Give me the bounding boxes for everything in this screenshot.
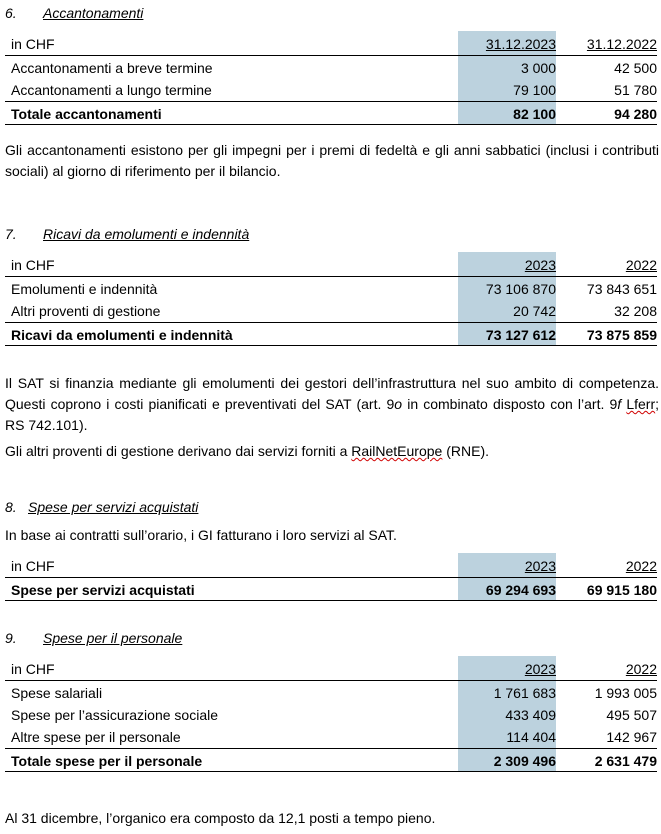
other-income-paragraph <box>5 441 659 462</box>
total-row <box>5 103 657 125</box>
value-current: 1 761 683 <box>493 685 556 701</box>
table-row <box>5 682 657 704</box>
section-6-heading <box>5 5 143 21</box>
divider <box>5 600 657 601</box>
divider <box>5 680 657 681</box>
divider <box>5 124 657 125</box>
organization-name: RailNetEurope <box>351 443 443 459</box>
column-header-previous: 2022 <box>625 257 657 273</box>
row-label: Spese per servizi acquistati <box>11 582 195 598</box>
divider <box>5 276 657 277</box>
unit-label: in CHF <box>11 36 55 52</box>
section-7-heading <box>5 226 249 242</box>
value-previous: 32 208 <box>614 303 657 319</box>
table-header <box>5 254 657 276</box>
value-previous: 69 915 180 <box>586 582 657 598</box>
total-row <box>5 324 657 346</box>
row-label: Accantonamenti a breve termine <box>11 60 213 76</box>
section-title: Accantonamenti <box>43 5 144 21</box>
text: in combinato disposto con l’art. 9 <box>402 396 618 412</box>
column-header-previous: 2022 <box>625 558 657 574</box>
section-number: 6. <box>5 5 17 21</box>
table-header <box>5 555 657 577</box>
section-9-heading <box>5 630 182 646</box>
value-current: 73 127 612 <box>485 327 556 343</box>
value-current: 433 409 <box>505 707 556 723</box>
section-title: Spese per il personale <box>43 630 183 646</box>
value-current: 114 404 <box>506 729 556 745</box>
total-row <box>5 750 657 772</box>
row-label: Spese per l’assicurazione sociale <box>11 707 218 723</box>
row-label: Accantonamenti a lungo termine <box>11 82 212 98</box>
section-title: Spese per servizi acquistati <box>28 499 199 515</box>
unit-label: in CHF <box>11 558 55 574</box>
divider <box>5 55 657 56</box>
divider <box>5 322 657 323</box>
text: o <box>394 396 403 412</box>
divider <box>5 101 657 102</box>
text: f <box>617 396 622 412</box>
column-header-current: 2023 <box>524 257 556 273</box>
value-current: 82 100 <box>513 106 556 122</box>
value-previous: 42 500 <box>614 60 657 76</box>
column-header-current: 2023 <box>524 558 556 574</box>
text: ; RS 742.101). <box>5 396 660 433</box>
row-label: Totale spese per il personale <box>11 753 203 769</box>
value-previous: 2 631 479 <box>594 753 657 769</box>
column-header-current: 31.12.2023 <box>485 36 556 52</box>
value-previous: 73 843 651 <box>586 281 657 297</box>
law-abbreviation: Lferr <box>626 396 656 412</box>
column-header-previous: 31.12.2022 <box>586 36 657 52</box>
staff-note-paragraph: Al 31 dicembre, l’organico era composto da 12,1 posti a tempo pieno. <box>5 810 436 826</box>
column-header-current: 2023 <box>524 661 556 677</box>
value-current: 69 294 693 <box>485 582 556 598</box>
section-number: 8. <box>5 499 17 515</box>
divider <box>5 748 657 749</box>
value-previous: 1 993 005 <box>594 685 657 701</box>
intro-paragraph: In base ai contratti sull’orario, i GI fatturano i loro servizi al SAT. <box>5 527 397 543</box>
section-8-heading <box>5 499 198 515</box>
unit-label: in CHF <box>11 661 55 677</box>
text: Gli altri proventi di gestione derivano dai servizi forniti a <box>5 443 352 459</box>
row-label: Emolumenti e indennità <box>11 281 158 297</box>
column-header-previous: 2022 <box>625 661 657 677</box>
table-row <box>5 278 657 300</box>
value-current: 3 000 <box>520 60 556 76</box>
value-current: 79 100 <box>513 82 556 98</box>
section-title: Ricavi da emolumenti e indennità <box>43 226 250 242</box>
table-row <box>5 79 657 101</box>
divider <box>5 345 657 346</box>
row-label: Ricavi da emolumenti e indennità <box>11 327 233 343</box>
divider <box>5 771 657 772</box>
row-label: Altre spese per il personale <box>11 729 181 745</box>
table-row <box>5 300 657 322</box>
table-row <box>5 704 657 726</box>
value-previous: 142 967 <box>606 729 657 745</box>
divider <box>5 577 657 578</box>
row-label: Totale accantonamenti <box>11 106 162 122</box>
value-previous: 495 507 <box>606 707 657 723</box>
table-row <box>5 57 657 79</box>
text: Il SAT si finanzia mediante gli emolumenti dei gestori dell’infrastruttura nel suo ambito di competenza. Questi coprono i costi pianificati e preventivati del SAT (art. 9 <box>5 375 659 412</box>
table-header <box>5 33 657 55</box>
value-current: 2 309 496 <box>493 753 556 769</box>
table-row <box>5 726 657 748</box>
table-header <box>5 658 657 680</box>
value-current: 20 742 <box>513 303 556 319</box>
section-number: 9. <box>5 630 17 646</box>
unit-label: in CHF <box>11 257 55 273</box>
text: (RNE). <box>442 443 490 459</box>
total-row <box>5 579 657 601</box>
row-label: Altri proventi di gestione <box>11 303 161 319</box>
section-number: 7. <box>5 226 17 242</box>
value-previous: 51 780 <box>614 82 657 98</box>
row-label: Spese salariali <box>11 685 103 701</box>
value-previous: 73 875 859 <box>586 327 657 343</box>
note-paragraph: Gli accantonamenti esistono per gli impegni per i premi di fedeltà e gli anni sabbatici (inclusi i contributi sociali) al giorno di riferimento per il bilancio. <box>5 142 659 179</box>
value-current: 73 106 870 <box>485 281 556 297</box>
value-previous: 94 280 <box>614 106 657 122</box>
financing-paragraph <box>5 373 659 436</box>
